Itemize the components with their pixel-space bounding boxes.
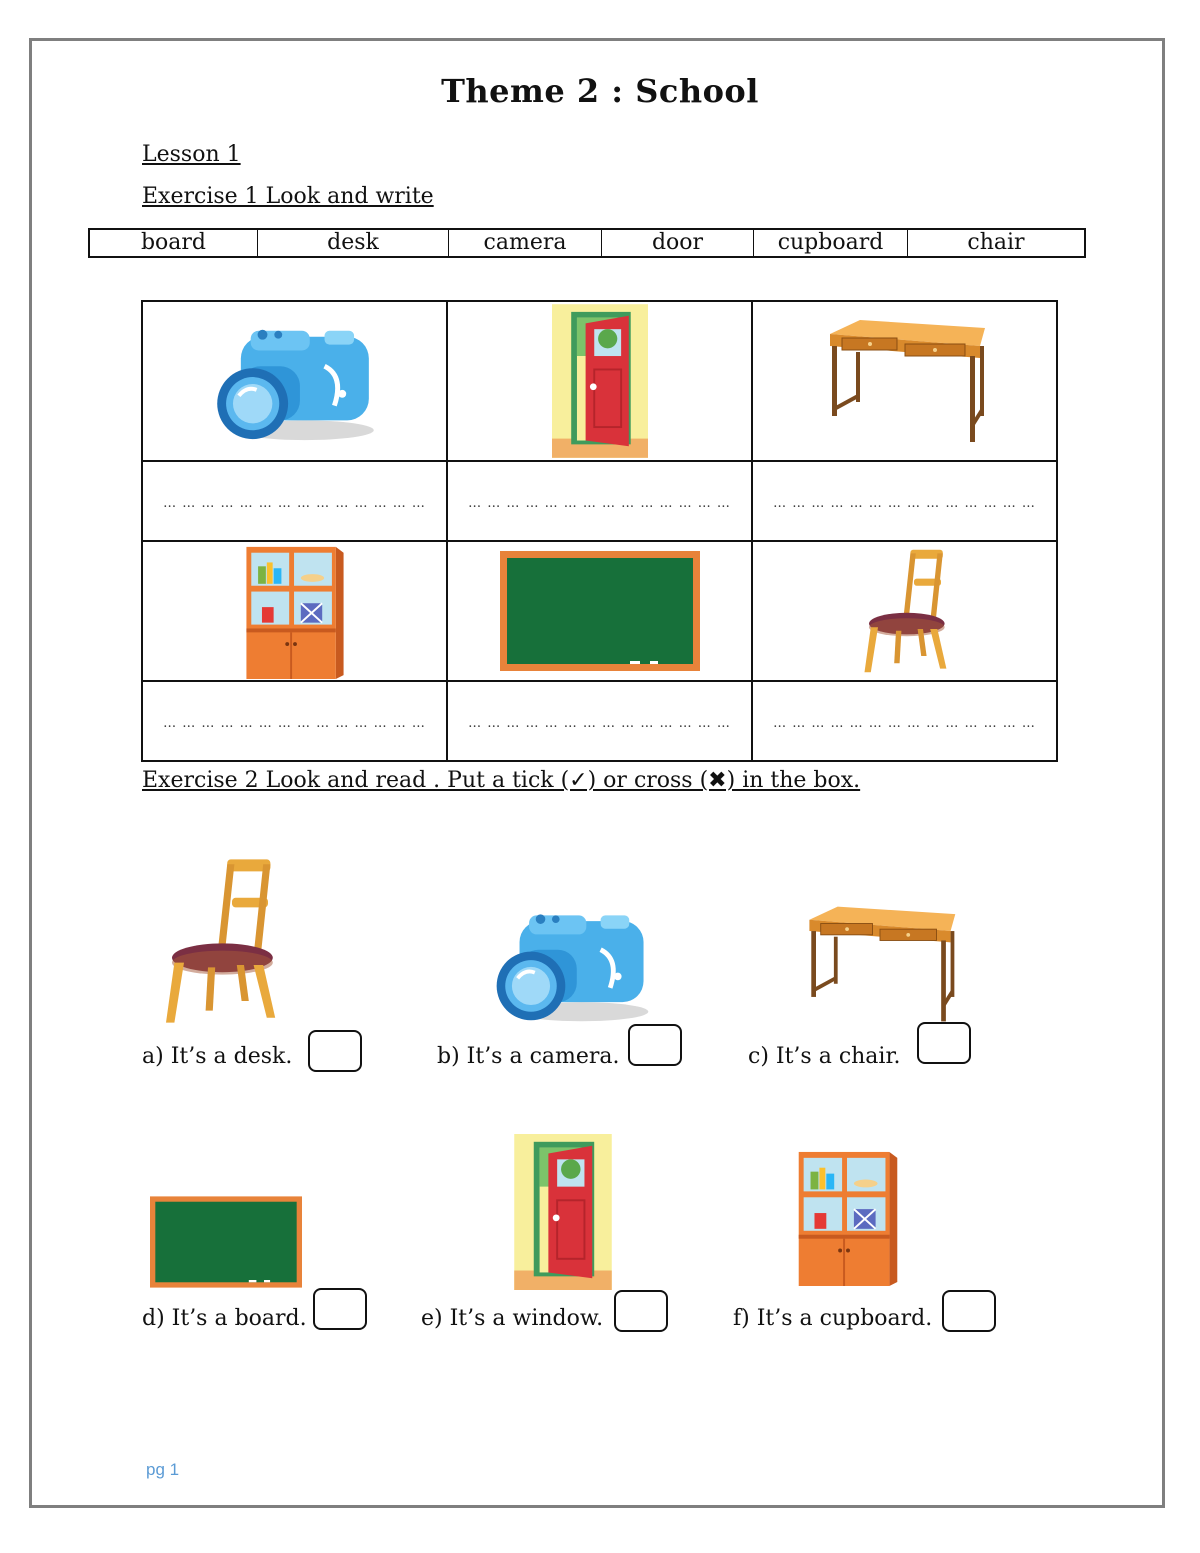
answer-line[interactable]: … … … … … … … … … … … … … … bbox=[447, 461, 752, 541]
answer-line[interactable]: … … … … … … … … … … … … … … bbox=[752, 681, 1057, 761]
grid-cell-picture bbox=[752, 301, 1057, 461]
board-icon bbox=[150, 1196, 302, 1288]
item-b-answer-box[interactable] bbox=[628, 1024, 682, 1066]
answer-line[interactable]: … … … … … … … … … … … … … … bbox=[447, 681, 752, 761]
item-d-caption: d) It’s a board. bbox=[142, 1306, 307, 1331]
grid-cell-picture bbox=[752, 541, 1057, 681]
word-bank-item: cupboard bbox=[754, 230, 908, 256]
item-a-caption: a) It’s a desk. bbox=[142, 1044, 293, 1069]
word-bank-item: board bbox=[90, 230, 258, 256]
board-icon bbox=[500, 551, 700, 671]
grid-cell-picture bbox=[142, 541, 447, 681]
answer-line[interactable]: … … … … … … … … … … … … … … bbox=[142, 461, 447, 541]
door-icon bbox=[514, 1134, 612, 1290]
item-b-caption: b) It’s a camera. bbox=[437, 1044, 620, 1069]
chair-icon bbox=[860, 548, 950, 674]
grid-cell-picture bbox=[447, 301, 752, 461]
word-bank bbox=[88, 228, 1086, 258]
item-e-caption: e) It’s a window. bbox=[421, 1306, 604, 1331]
answer-line[interactable]: … … … … … … … … … … … … … … bbox=[142, 681, 447, 761]
item-a-answer-box[interactable] bbox=[308, 1030, 362, 1072]
word-bank-item: desk bbox=[258, 230, 449, 256]
word-bank-item: chair bbox=[967, 230, 1025, 255]
word-bank-item: camera bbox=[449, 230, 602, 256]
page-number: pg 1 bbox=[146, 1460, 180, 1479]
item-f-caption: f) It’s a cupboard. bbox=[733, 1306, 933, 1331]
exercise-2-instruction: Exercise 2 Look and read . Put a tick (✓) or cross (✖) in the box. bbox=[142, 768, 861, 793]
item-d-answer-box[interactable] bbox=[313, 1288, 367, 1330]
lesson-heading: Lesson 1 bbox=[142, 142, 241, 167]
chair-icon bbox=[160, 852, 280, 1030]
answer-line[interactable]: … … … … … … … … … … … … … … bbox=[752, 461, 1057, 541]
grid-cell-picture bbox=[142, 301, 447, 461]
page-title: Theme 2 : School bbox=[441, 72, 759, 110]
picture-grid bbox=[141, 300, 1058, 762]
cupboard-icon bbox=[798, 1148, 898, 1286]
desk-icon bbox=[820, 316, 990, 446]
exercise-1-instruction: Exercise 1 Look and write bbox=[142, 184, 434, 209]
word-bank-item: door bbox=[602, 230, 754, 256]
grid-cell-picture bbox=[447, 541, 752, 681]
desk-icon bbox=[800, 902, 960, 1026]
item-e-answer-box[interactable] bbox=[614, 1290, 668, 1332]
cupboard-icon bbox=[245, 543, 345, 679]
item-c-caption: c) It’s a chair. bbox=[748, 1044, 901, 1069]
camera-icon bbox=[488, 902, 656, 1026]
camera-icon bbox=[210, 317, 380, 445]
item-f-answer-box[interactable] bbox=[942, 1290, 996, 1332]
door-icon bbox=[552, 304, 648, 458]
item-c-answer-box[interactable] bbox=[917, 1022, 971, 1064]
